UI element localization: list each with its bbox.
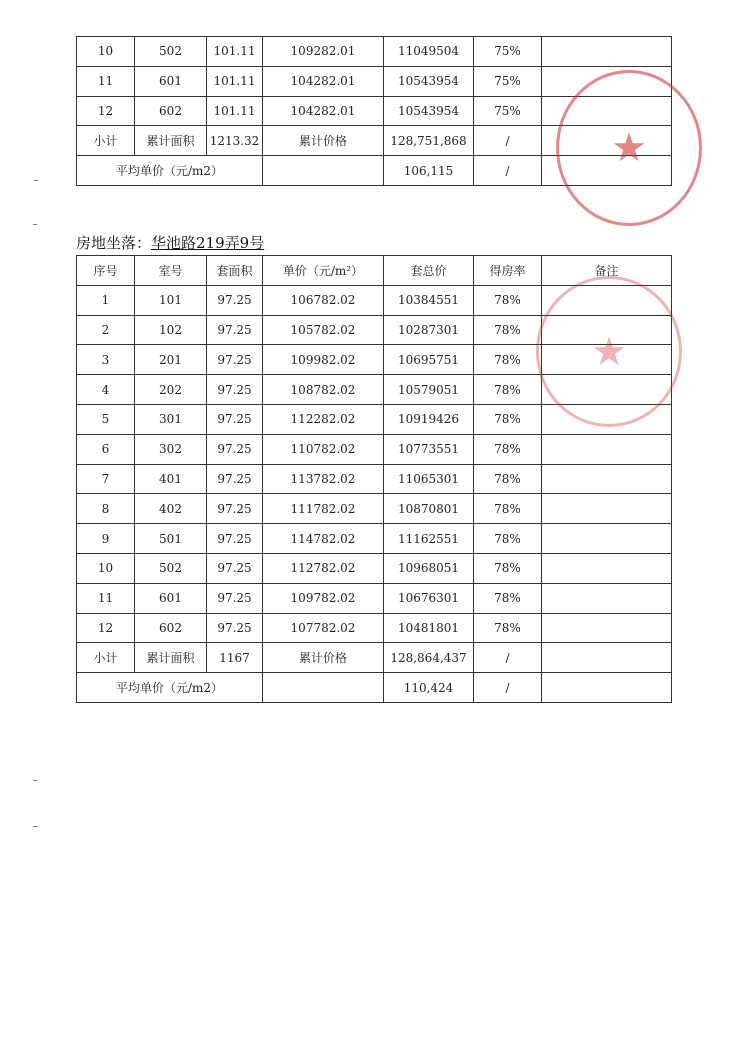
table-cell: 601: [135, 583, 207, 613]
table-cell: 97.25: [207, 553, 263, 583]
table-cell: [542, 345, 672, 375]
table-cell: 10543954: [384, 66, 474, 96]
table-cell: 11049504: [384, 37, 474, 67]
subtotal-rate: /: [474, 643, 542, 673]
table-cell: 110782.02: [263, 434, 384, 464]
table-cell: 109782.02: [263, 583, 384, 613]
table-cell: [542, 66, 672, 96]
table-cell: 107782.02: [263, 613, 384, 643]
scan-mark: [33, 780, 37, 781]
table-cell: 78%: [474, 404, 542, 434]
table-cell: [542, 96, 672, 126]
table-cell: 97.25: [207, 285, 263, 315]
table-cell: 10: [77, 37, 135, 67]
table-cell: 97.25: [207, 524, 263, 554]
column-header: 室号: [135, 256, 207, 286]
subtotal-rate: /: [474, 126, 542, 156]
table-cell: [542, 464, 672, 494]
column-header: 套面积: [207, 256, 263, 286]
average-notes: [542, 156, 672, 186]
price-table: [76, 255, 672, 703]
table-cell: [542, 37, 672, 67]
table-cell: 10384551: [384, 285, 474, 315]
table-header-row: [77, 256, 672, 286]
subtotal-label: 小计: [77, 126, 135, 156]
total-area-value: 1167: [207, 643, 263, 673]
table-cell: 97.25: [207, 404, 263, 434]
table-row: [77, 464, 672, 494]
column-header: 备注: [542, 256, 672, 286]
table-row: [77, 315, 672, 345]
price-table-continued: [76, 36, 672, 186]
table-cell: 401: [135, 464, 207, 494]
table-cell: [542, 285, 672, 315]
table-cell: 78%: [474, 375, 542, 405]
table-row: [77, 96, 672, 126]
table-cell: [542, 434, 672, 464]
table-row: [77, 285, 672, 315]
table-cell: 97.25: [207, 315, 263, 345]
table-cell: 602: [135, 613, 207, 643]
table-cell: 101.11: [207, 37, 263, 67]
column-header: 得房率: [474, 256, 542, 286]
subtotal-label: 小计: [77, 643, 135, 673]
table-cell: 3: [77, 345, 135, 375]
total-price-value: 128,751,868: [384, 126, 474, 156]
table-row: [77, 345, 672, 375]
scan-mark: [33, 826, 37, 827]
table-cell: 301: [135, 404, 207, 434]
table-row: [77, 494, 672, 524]
table-cell: 78%: [474, 494, 542, 524]
column-header: 套总价: [384, 256, 474, 286]
scan-mark: [33, 224, 37, 225]
average-rate: /: [474, 673, 542, 703]
average-price-row: [77, 156, 672, 186]
table-row: [77, 404, 672, 434]
table-cell: 78%: [474, 464, 542, 494]
table-cell: 502: [135, 37, 207, 67]
table-cell: 104282.01: [263, 66, 384, 96]
table-row: [77, 434, 672, 464]
seal-star-icon: ★: [591, 328, 627, 375]
table-cell: 10287301: [384, 315, 474, 345]
table-row: [77, 37, 672, 67]
property-location-title: [76, 232, 264, 253]
table-cell: [542, 375, 672, 405]
total-area-label: 累计面积: [135, 126, 207, 156]
location-prefix: 房地坐落：: [76, 234, 152, 252]
table-cell: 10695751: [384, 345, 474, 375]
table-cell: 4: [77, 375, 135, 405]
table-cell: 114782.02: [263, 524, 384, 554]
table-cell: 11: [77, 66, 135, 96]
table-cell: [542, 494, 672, 524]
table-row: [77, 524, 672, 554]
table-cell: 75%: [474, 37, 542, 67]
average-rate: /: [474, 156, 542, 186]
total-area-label: 累计面积: [135, 643, 207, 673]
average-price-value: 106,115: [384, 156, 474, 186]
subtotal-notes: [542, 643, 672, 673]
location-address: 华池路219弄9号: [151, 234, 265, 252]
table-cell: 97.25: [207, 434, 263, 464]
table-cell: 97.25: [207, 583, 263, 613]
table-cell: 78%: [474, 553, 542, 583]
table-cell: 1: [77, 285, 135, 315]
table-cell: 10: [77, 553, 135, 583]
table-cell: 2: [77, 315, 135, 345]
total-area-value: 1213.32: [207, 126, 263, 156]
table-cell: [542, 583, 672, 613]
total-price-label: 累计价格: [263, 126, 384, 156]
table-row: [77, 583, 672, 613]
table-cell: 101.11: [207, 96, 263, 126]
average-notes: [542, 673, 672, 703]
table-cell: [542, 315, 672, 345]
table-cell: 109282.01: [263, 37, 384, 67]
table-row: [77, 66, 672, 96]
table-cell: 97.25: [207, 375, 263, 405]
table-row: [77, 375, 672, 405]
table-row: [77, 613, 672, 643]
average-price-value: 110,424: [384, 673, 474, 703]
column-header: 单价（元/m²）: [263, 256, 384, 286]
table-cell: 113782.02: [263, 464, 384, 494]
table-cell: 10968051: [384, 553, 474, 583]
average-empty: [263, 673, 384, 703]
table-cell: 97.25: [207, 345, 263, 375]
table-cell: 78%: [474, 315, 542, 345]
table-cell: 12: [77, 96, 135, 126]
table-cell: 10919426: [384, 404, 474, 434]
table-cell: 78%: [474, 524, 542, 554]
table-cell: 109982.02: [263, 345, 384, 375]
table-cell: 78%: [474, 285, 542, 315]
table-cell: 201: [135, 345, 207, 375]
table-cell: 202: [135, 375, 207, 405]
table-cell: 11065301: [384, 464, 474, 494]
table-cell: 602: [135, 96, 207, 126]
table-cell: 101: [135, 285, 207, 315]
table-cell: 104282.01: [263, 96, 384, 126]
scan-mark: [34, 180, 38, 181]
average-price-row: [77, 673, 672, 703]
total-price-value: 128,864,437: [384, 643, 474, 673]
table-cell: 601: [135, 66, 207, 96]
table-cell: 78%: [474, 345, 542, 375]
table-cell: 11162551: [384, 524, 474, 554]
table-cell: 97.25: [207, 464, 263, 494]
table-cell: 112782.02: [263, 553, 384, 583]
table-cell: 111782.02: [263, 494, 384, 524]
table-cell: 402: [135, 494, 207, 524]
table-cell: 501: [135, 524, 207, 554]
seal-star-icon: ★: [611, 125, 647, 171]
table-cell: [542, 553, 672, 583]
subtotal-notes: [542, 126, 672, 156]
table-cell: 8: [77, 494, 135, 524]
table-cell: 75%: [474, 66, 542, 96]
table-cell: 10579051: [384, 375, 474, 405]
table-cell: 6: [77, 434, 135, 464]
table-cell: 502: [135, 553, 207, 583]
table-cell: 302: [135, 434, 207, 464]
table-cell: 112282.02: [263, 404, 384, 434]
table-cell: 75%: [474, 96, 542, 126]
table-cell: 10773551: [384, 434, 474, 464]
table-cell: 10481801: [384, 613, 474, 643]
table-cell: [542, 524, 672, 554]
subtotal-row: [77, 126, 672, 156]
table-cell: 78%: [474, 583, 542, 613]
table-cell: 11: [77, 583, 135, 613]
average-price-label: 平均单价（元/m2）: [77, 673, 263, 703]
table-cell: 7: [77, 464, 135, 494]
table-cell: 101.11: [207, 66, 263, 96]
table-cell: [542, 404, 672, 434]
table-cell: 108782.02: [263, 375, 384, 405]
table-cell: [542, 613, 672, 643]
table-cell: 106782.02: [263, 285, 384, 315]
table-cell: 10870801: [384, 494, 474, 524]
average-price-label: 平均单价（元/m2）: [77, 156, 263, 186]
table-row: [77, 553, 672, 583]
table-cell: 10676301: [384, 583, 474, 613]
table-cell: 97.25: [207, 613, 263, 643]
average-empty: [263, 156, 384, 186]
table-cell: 97.25: [207, 494, 263, 524]
column-header: 序号: [77, 256, 135, 286]
table-cell: 105782.02: [263, 315, 384, 345]
table-cell: 78%: [474, 434, 542, 464]
total-price-label: 累计价格: [263, 643, 384, 673]
table-cell: 5: [77, 404, 135, 434]
subtotal-row: [77, 643, 672, 673]
table-cell: 10543954: [384, 96, 474, 126]
table-cell: 102: [135, 315, 207, 345]
table-cell: 12: [77, 613, 135, 643]
table-cell: 9: [77, 524, 135, 554]
table-cell: 78%: [474, 613, 542, 643]
